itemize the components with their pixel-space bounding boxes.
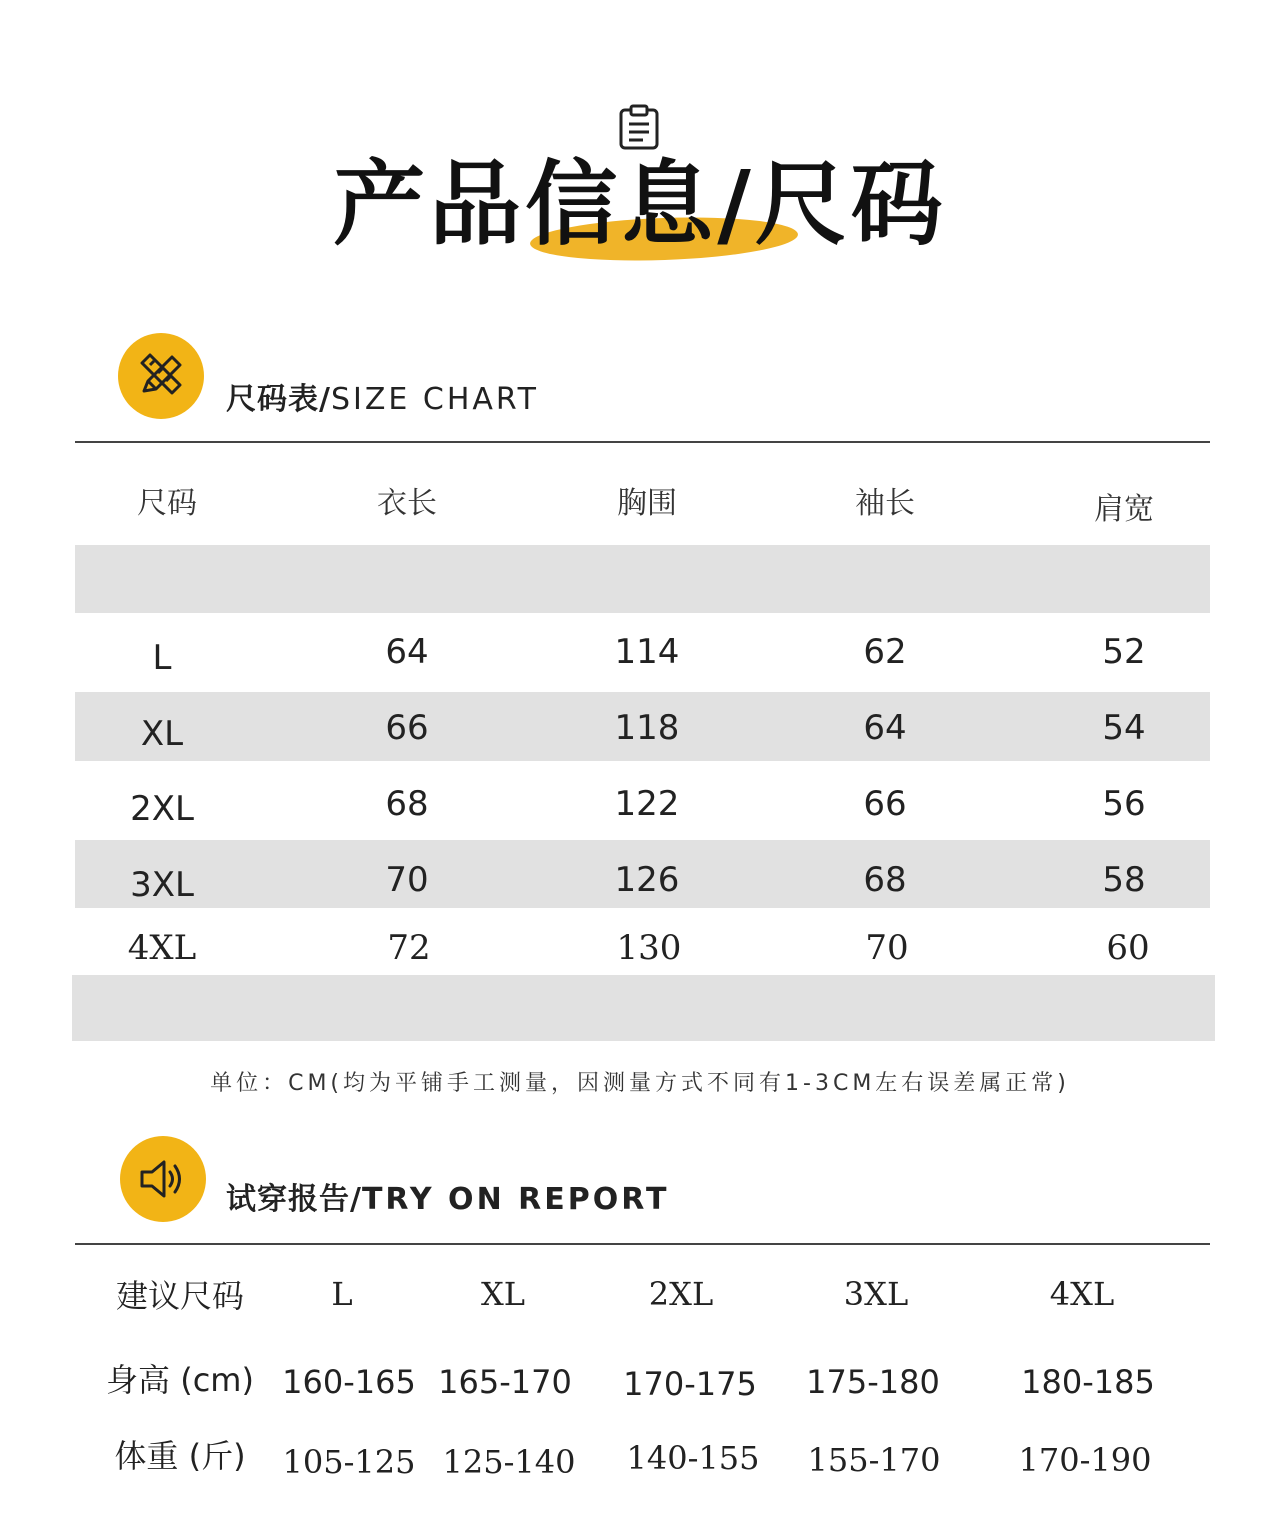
column-header: 尺码	[137, 486, 197, 521]
clipboard-icon	[618, 104, 660, 150]
try-on-weight: 170-190	[1018, 1441, 1152, 1479]
size-chart-badge	[118, 333, 204, 419]
try-on-weight: 125-140	[442, 1443, 576, 1481]
table-cell: 130	[616, 928, 682, 968]
try-on-weight: 105-125	[282, 1443, 416, 1481]
try-on-weight: 140-155	[626, 1439, 760, 1477]
row-label-size: 建议尺码	[115, 1277, 244, 1315]
table-cell: 58	[1102, 860, 1146, 900]
table-cell: 66	[863, 784, 907, 824]
table-cell-size: 3XL	[130, 865, 194, 905]
column-header: 衣长	[377, 486, 437, 521]
table-cell: 68	[863, 860, 907, 900]
try-on-height: 180-185	[1021, 1363, 1155, 1401]
table-cell: 72	[387, 928, 431, 968]
try-on-title: 试穿报告/TRY ON REPORT	[226, 1182, 670, 1217]
divider	[75, 1243, 1210, 1245]
row-label-height: 身高 (cm)	[106, 1361, 254, 1399]
table-band	[75, 545, 1210, 613]
size-chart-title: 尺码表/SIZE CHART	[226, 382, 539, 417]
measurement-note: 单位：CM(均为平铺手工测量，因测量方式不同有1-3CM左右误差属正常)	[210, 1071, 1070, 1096]
table-cell: 126	[614, 860, 680, 900]
table-cell: 64	[385, 632, 429, 672]
try-on-height: 160-165	[282, 1363, 416, 1401]
page-title: 产品信息/尺码	[333, 151, 947, 258]
divider	[75, 441, 1210, 443]
try-on-weight: 155-170	[807, 1441, 941, 1479]
table-cell: 66	[385, 708, 429, 748]
try-on-size: XL	[480, 1275, 526, 1313]
table-cell: 62	[863, 632, 907, 672]
table-cell: 54	[1102, 708, 1146, 748]
table-cell: 60	[1106, 928, 1150, 968]
table-cell: 56	[1102, 784, 1146, 824]
pencil-ruler-icon	[136, 351, 186, 401]
table-cell: 70	[385, 860, 429, 900]
table-cell: 52	[1102, 632, 1146, 672]
try-on-height: 170-175	[623, 1365, 757, 1403]
table-cell: 68	[385, 784, 429, 824]
table-cell: 64	[863, 708, 907, 748]
column-header: 胸围	[617, 486, 677, 521]
speaker-icon	[138, 1154, 188, 1204]
try-on-badge	[120, 1136, 206, 1222]
try-on-size: 3XL	[843, 1275, 909, 1313]
try-on-size: 2XL	[648, 1275, 714, 1313]
table-cell: 122	[614, 784, 680, 824]
table-cell-size: 2XL	[130, 789, 194, 829]
table-cell-size: XL	[140, 714, 184, 754]
table-band	[72, 975, 1215, 1041]
try-on-height: 175-180	[806, 1363, 940, 1401]
try-on-size: L	[331, 1275, 353, 1313]
table-cell: 114	[614, 632, 680, 672]
table-cell: 70	[865, 928, 909, 968]
row-label-weight: 体重 (斤)	[114, 1437, 246, 1475]
try-on-height: 165-170	[438, 1363, 572, 1401]
column-header: 肩宽	[1094, 492, 1154, 527]
table-cell: 118	[614, 708, 680, 748]
table-cell-size: L	[152, 638, 172, 678]
try-on-size: 4XL	[1049, 1275, 1115, 1313]
table-cell-size: 4XL	[127, 928, 197, 968]
column-header: 袖长	[855, 486, 915, 521]
